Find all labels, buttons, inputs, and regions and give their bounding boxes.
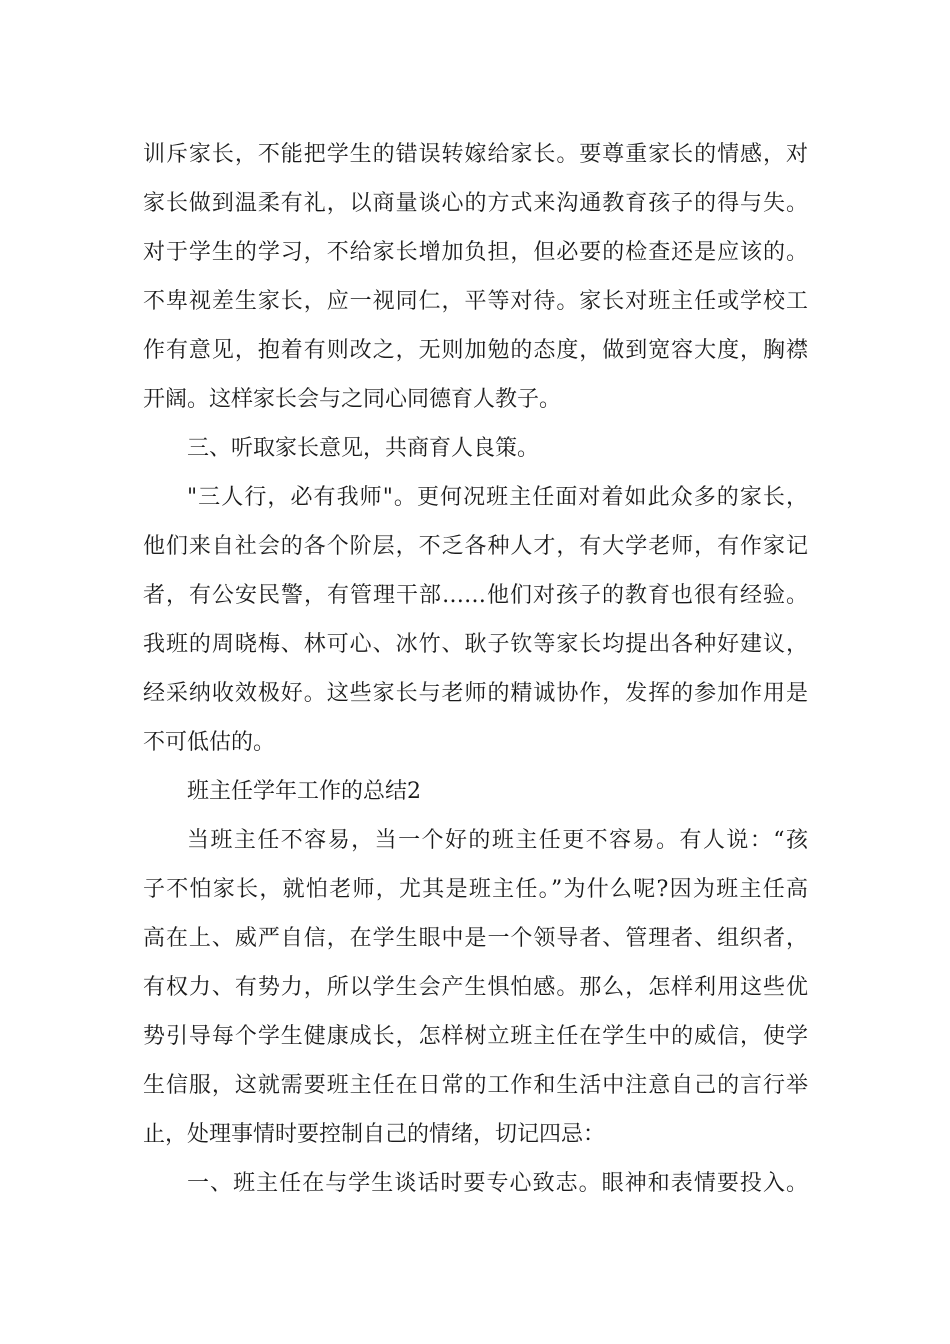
text-line: 一、班主任在与学生谈话时要专心致志。眼神和表情要投入。 xyxy=(187,1171,808,1196)
text-line: 势引导每个学生健康成长，怎样树立班主任在学生中的威信，使学 xyxy=(143,1024,808,1049)
section-title: 班主任学年工作的总结2 xyxy=(187,779,421,804)
section-heading: 三、听取家长意见，共商育人良策。 xyxy=(187,436,540,461)
text-line: 不可低估的。 xyxy=(143,730,276,755)
text-line: 对于学生的学习，不给家长增加负担，但必要的检查还是应该的。 xyxy=(143,240,808,265)
text-line: 他们来自社会的各个阶层，不乏各种人才，有大学老师，有作家记 xyxy=(143,534,808,559)
text-line: "三人行，必有我师"。更何况班主任面对着如此众多的家长， xyxy=(187,485,808,510)
text-line: 有权力、有势力，所以学生会产生惧怕感。那么，怎样利用这些优 xyxy=(143,975,808,1000)
body-text xyxy=(143,130,808,1208)
text-line: 子不怕家长，就怕老师，尤其是班主任。”为什么呢?因为班主任高 xyxy=(143,877,808,902)
text-line: 者，有公安民警，有管理干部……他们对孩子的教育也很有经验。 xyxy=(143,583,808,608)
text-line: 止，处理事情时要控制自己的情绪，切记四忌： xyxy=(143,1122,606,1147)
text-line: 我班的周晓梅、林可心、冰竹、耿子钦等家长均提出各种好建议， xyxy=(143,632,808,657)
text-line: 训斥家长，不能把学生的错误转嫁给家长。要尊重家长的情感，对 xyxy=(143,142,808,167)
text-line: 开阔。这样家长会与之同心同德育人教子。 xyxy=(143,387,562,412)
text-line: 作有意见，抱着有则改之，无则加勉的态度，做到宽容大度，胸襟 xyxy=(143,338,808,363)
text-line: 不卑视差生家长，应一视同仁，平等对待。家长对班主任或学校工 xyxy=(143,289,808,314)
text-line: 生信服，这就需要班主任在日常的工作和生活中注意自己的言行举 xyxy=(143,1073,808,1098)
text-line: 高在上、威严自信，在学生眼中是一个领导者、管理者、组织者， xyxy=(143,926,808,951)
text-line: 家长做到温柔有礼，以商量谈心的方式来沟通教育孩子的得与失。 xyxy=(143,191,808,216)
text-line: 经采纳收效极好。这些家长与老师的精诚协作，发挥的参加作用是 xyxy=(143,681,808,706)
text-line: 当班主任不容易，当一个好的班主任更不容易。有人说：“孩 xyxy=(187,828,808,853)
